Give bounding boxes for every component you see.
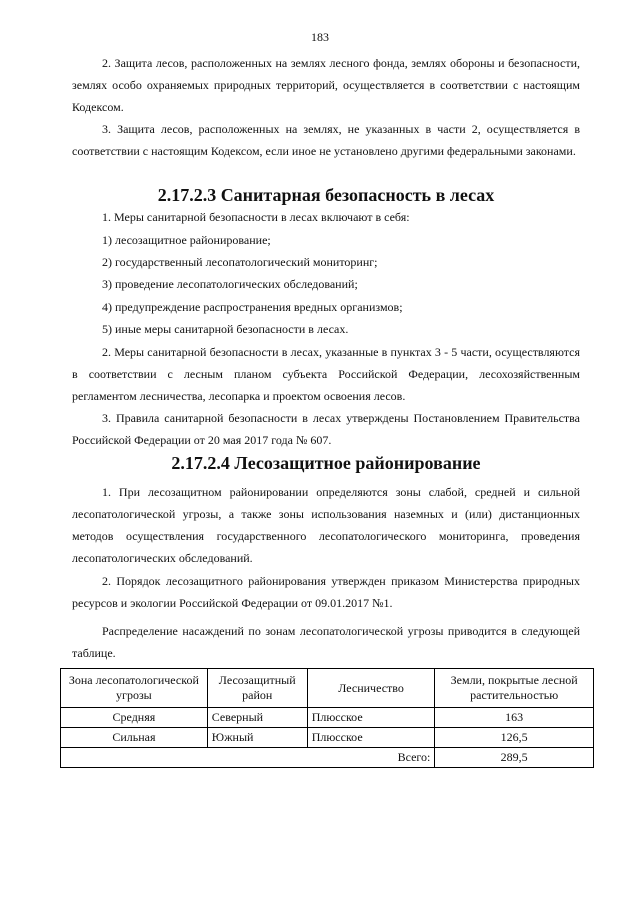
column-header-district: Лесозащитный район (207, 669, 307, 708)
page-number: 183 (311, 30, 329, 44)
table-cell: 126,5 (435, 728, 594, 748)
paragraph-protection-forest-fund: 2. Защита лесов, расположенных на землях лесного фонда, землях обороны и безопасности, землях особо охраняемых природных территорий, осуществляется в соответствии с настоящим Кодексом. (72, 56, 580, 114)
table-row (61, 708, 594, 728)
table-row (61, 728, 594, 748)
paragraph-table-intro: Распределение насаждений по зонам лесопатологической угрозы приводится в следующей таблице. (72, 624, 580, 660)
forest-zone-table (60, 668, 594, 768)
section-heading-sanitary-safety: 2.17.2.3 Санитарная безопасность в лесах (157, 185, 495, 205)
paragraph-zoning-definition: 1. При лесозащитном районировании определяются зоны слабой, средней и сильной лесопатологической угрозы, а также зоны использования наземных и (или) дистанционных методов осуществления государственного лесопатологического мониторинга, проведения лесопатологических обследований. (72, 485, 580, 565)
paragraph-protection-other-lands: 3. Защита лесов, расположенных на землях, не указанных в части 2, осуществляется в соответствии с настоящим Кодексом, если иное не установлено другими федеральными законами. (72, 122, 580, 158)
table-cell: Южный (207, 728, 307, 748)
table-header-row (61, 669, 594, 708)
section-heading-zoning: 2.17.2.4 Лесозащитное районирование (171, 453, 481, 473)
table-cell: Плюсское (307, 728, 435, 748)
column-header-zone: Зона лесопатологической угрозы (61, 669, 208, 708)
column-header-forestry: Лесничество (307, 669, 435, 708)
table-total-row (61, 748, 594, 768)
list-item: 3) проведение лесопатологических обследований; (102, 277, 358, 291)
list-item: 1) лесозащитное районирование; (102, 233, 271, 247)
paragraph-sanitary-measures: 2. Меры санитарной безопасности в лесах, указанные в пунктах 3 - 5 части, осуществляются в соответствии с лесным планом субъекта Российской Федерации, лесохозяйственным регламентом лесничества, лесопарка и проектом освоения лесов. (72, 345, 580, 403)
list-item: 2) государственный лесопатологический мониторинг; (102, 255, 378, 269)
table-cell: Средняя (61, 708, 208, 728)
paragraph-sanitary-intro: 1. Меры санитарной безопасности в лесах включают в себя: (102, 210, 410, 224)
table-cell: Плюсское (307, 708, 435, 728)
total-value: 289,5 (435, 748, 594, 768)
table-cell: Сильная (61, 728, 208, 748)
list-item: 4) предупреждение распространения вредных организмов; (102, 300, 403, 314)
list-item: 5) иные меры санитарной безопасности в лесах. (102, 322, 349, 336)
paragraph-sanitary-rules: 3. Правила санитарной безопасности в лесах утверждены Постановлением Правительства Российской Федерации от 20 мая 2017 года № 607. (72, 411, 580, 447)
table-cell: 163 (435, 708, 594, 728)
table-cell: Северный (207, 708, 307, 728)
column-header-forest-land: Земли, покрытые лесной растительностью (435, 669, 594, 708)
paragraph-zoning-order: 2. Порядок лесозащитного районирования утвержден приказом Министерства природных ресурсов и экологии Российской Федерации от 09.01.2017 №1. (72, 574, 580, 610)
total-label: Всего: (61, 748, 435, 768)
